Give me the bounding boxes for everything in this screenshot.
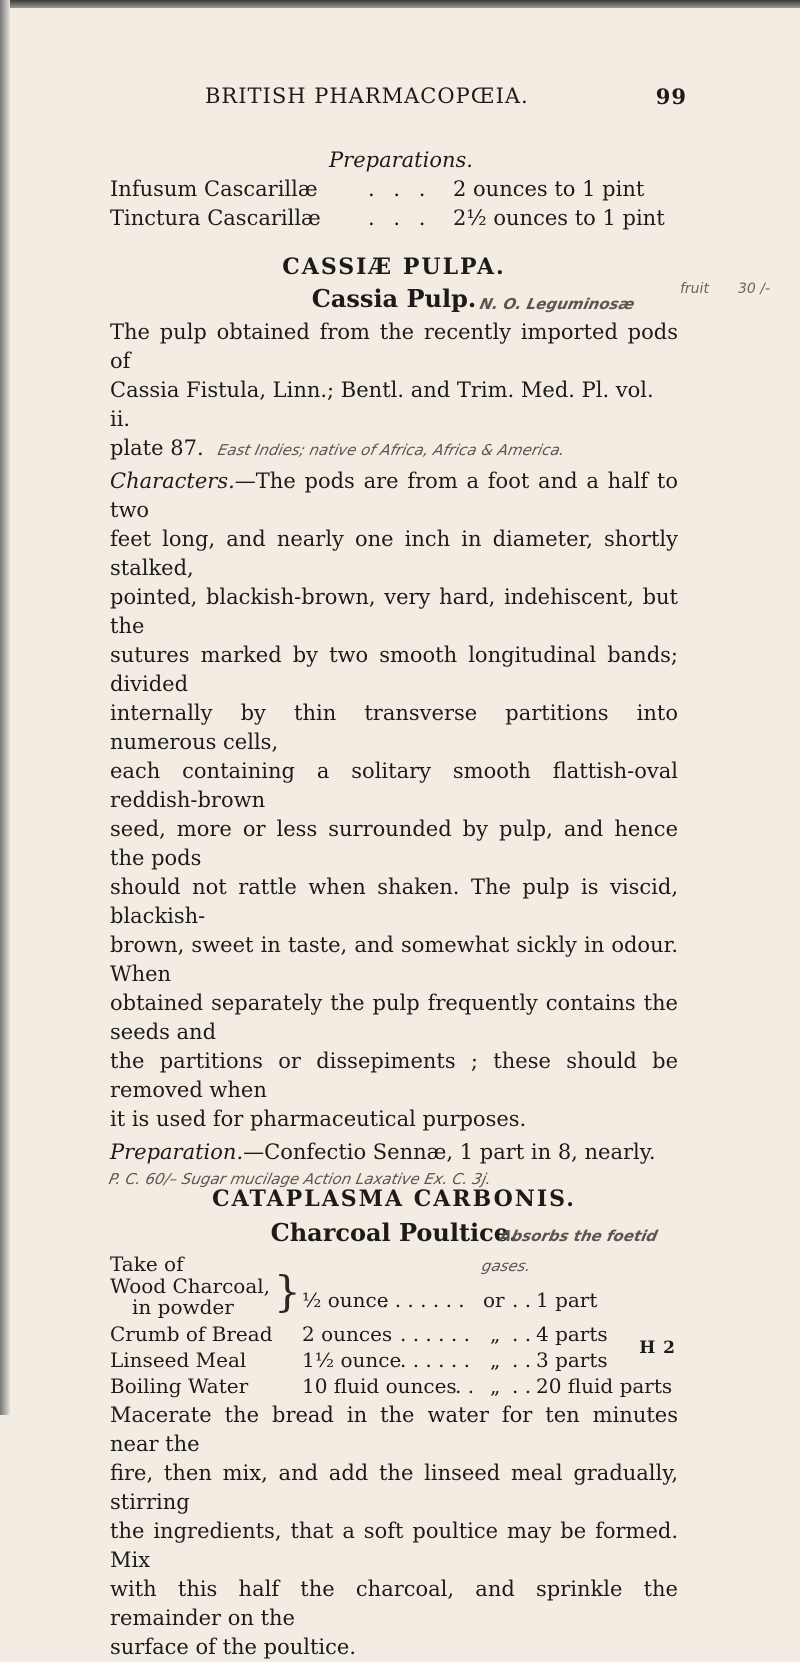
characters-line: it is used for pharmaceutical purposes. (110, 1107, 527, 1131)
ingredient-name (110, 1276, 270, 1318)
leader-dots: . . . (368, 177, 432, 201)
leader-dots: . . . . . . (400, 1348, 470, 1372)
cataplasma-directions (110, 1401, 678, 1662)
ingredients-table (110, 1250, 678, 1398)
characters-line: each containing a solitary smooth flattish-oval reddish-brown (110, 759, 678, 812)
directions-line: fire, then mix, and add the linseed meal gradually, stirring (110, 1461, 678, 1514)
directions-line: the ingredients, that a soft poultice may be formed. Mix (110, 1519, 678, 1572)
cassia-preparation (110, 1138, 678, 1167)
directions-line: Macerate the bread in the water for ten minutes near the (110, 1403, 678, 1456)
ingredient-parts: 3 parts (536, 1348, 608, 1372)
characters-line: obtained separately the pulp frequently contains the seeds and (110, 991, 678, 1044)
characters-label: Characters. (110, 469, 235, 493)
ingredient-conj: „ (490, 1374, 501, 1398)
characters-line: internally by thin transverse partitions into numerous cells, (110, 701, 678, 754)
preparation-amount: 2 ounces to 1 pint (453, 177, 645, 201)
handwritten-family-note: N. O. Leguminosæ (478, 295, 637, 313)
preparation-text: —Confectio Sennæ, 1 part in 8, nearly. (243, 1140, 656, 1164)
leader-dots: . . (455, 1374, 475, 1398)
leader-dots: . . . . . . (400, 1322, 470, 1346)
ingredient-name-line: in powder (132, 1295, 234, 1319)
page-content (107, 146, 678, 1662)
preparation-amount: 2½ ounces to 1 pint (453, 206, 665, 230)
signature-mark: H 2 (639, 1338, 676, 1358)
characters-text: —The pods are from a foot and a half to two (110, 469, 678, 522)
cassia-latin-title: CASSIÆ PULPA. (282, 254, 506, 280)
ingredient-parts: 20 fluid parts (536, 1374, 673, 1398)
running-title: BRITISH PHARMACOPŒIA. (205, 84, 529, 108)
characters-line (110, 467, 678, 525)
take-of-label: Take of (110, 1252, 184, 1276)
leader-dots: . . (512, 1374, 532, 1398)
ingredient-qty: 10 fluid ounces (302, 1374, 457, 1398)
leader-dots: . . (512, 1322, 532, 1346)
ingredient-qty: 1½ ounce (302, 1348, 402, 1372)
margin-note-price: 30 /- (738, 281, 771, 297)
cassia-intro-line-3 (110, 434, 678, 465)
cassia-english-title: Cassia Pulp. (311, 284, 477, 313)
page-edge-top (0, 0, 800, 8)
preparation-row (110, 175, 678, 204)
leader-dots: . . . . . . . (382, 1288, 465, 1312)
handwritten-origin-note: East Indies; native of Africa, Africa & America. (216, 441, 567, 459)
handwritten-action-note: Absorbs the foetid (498, 1227, 660, 1245)
leader-dots: . . (512, 1288, 532, 1312)
page-number: 99 (655, 84, 687, 109)
margin-note-fruit: fruit (680, 281, 709, 297)
cataplasma-english-title-row (110, 1218, 678, 1250)
preparation-row (110, 204, 678, 233)
cassia-intro-line: The pulp obtained from the recently imported pods of (110, 320, 678, 373)
directions-line: surface of the poultice. (110, 1635, 357, 1659)
directions-line: with this half the charcoal, and sprinkle the remainder on the (110, 1577, 678, 1630)
characters-line: pointed, blackish-brown, very hard, indehiscent, but the (110, 585, 678, 638)
handwritten-gases-note: gases. (480, 1257, 533, 1275)
characters-line: should not rattle when shaken. The pulp is viscid, blackish- (110, 875, 678, 928)
brace-glyph: } (274, 1267, 301, 1316)
cassia-intro-line: Cassia Fistula, Linn.; Bentl. and Trim. Med. Pl. vol. ii. (110, 378, 654, 431)
cassia-plate: plate 87. (110, 436, 204, 460)
characters-line: feet long, and nearly one inch in diameter, shortly stalked, (110, 527, 678, 580)
preparations-heading: Preparations. (329, 148, 473, 172)
ingredient-name: Boiling Water (110, 1374, 249, 1398)
ingredient-qty: 2 ounces (302, 1322, 393, 1346)
ingredient-conj: or (483, 1288, 505, 1312)
characters-line: brown, sweet in taste, and somewhat sickly in odour. When (110, 933, 678, 986)
preparation-name: Infusum Cascarillæ (110, 177, 318, 201)
cassia-english-title-row (110, 284, 678, 318)
ingredient-name: Crumb of Bread (110, 1322, 273, 1346)
ingredient-name-line: Wood Charcoal, (110, 1274, 271, 1298)
cassia-intro (110, 318, 678, 465)
leader-dots: . . . (368, 206, 432, 230)
characters-line: sutures marked by two smooth longitudinal bands; divided (110, 643, 678, 696)
page-edge-left (0, 0, 10, 1415)
preparation-name: Tinctura Cascarillæ (110, 206, 321, 230)
ingredient-conj: „ (490, 1322, 501, 1346)
preparation-label: Preparation. (110, 1140, 244, 1164)
leader-dots: . . (512, 1348, 532, 1372)
ingredient-parts: 4 parts (536, 1322, 608, 1346)
cataplasma-english-title: Charcoal Poultice. (270, 1218, 518, 1247)
ingredient-conj: „ (490, 1348, 501, 1372)
characters-line: seed, more or less surrounded by pulp, and hence the pods (110, 817, 678, 870)
cataplasma-latin-title: CATAPLASMA CARBONIS. (212, 1186, 576, 1212)
cassia-characters (110, 467, 678, 1134)
ingredient-parts: 1 part (536, 1288, 598, 1312)
ingredient-name: Linseed Meal (110, 1348, 247, 1372)
running-head (0, 84, 800, 114)
handwritten-cassia-note: P. C. 60/– Sugar mucilage Action Laxative Ex. C. 3j. (107, 1170, 494, 1188)
characters-line: the partitions or dissepiments ; these should be removed when (110, 1049, 678, 1102)
ingredient-qty: ½ ounce (302, 1288, 389, 1312)
